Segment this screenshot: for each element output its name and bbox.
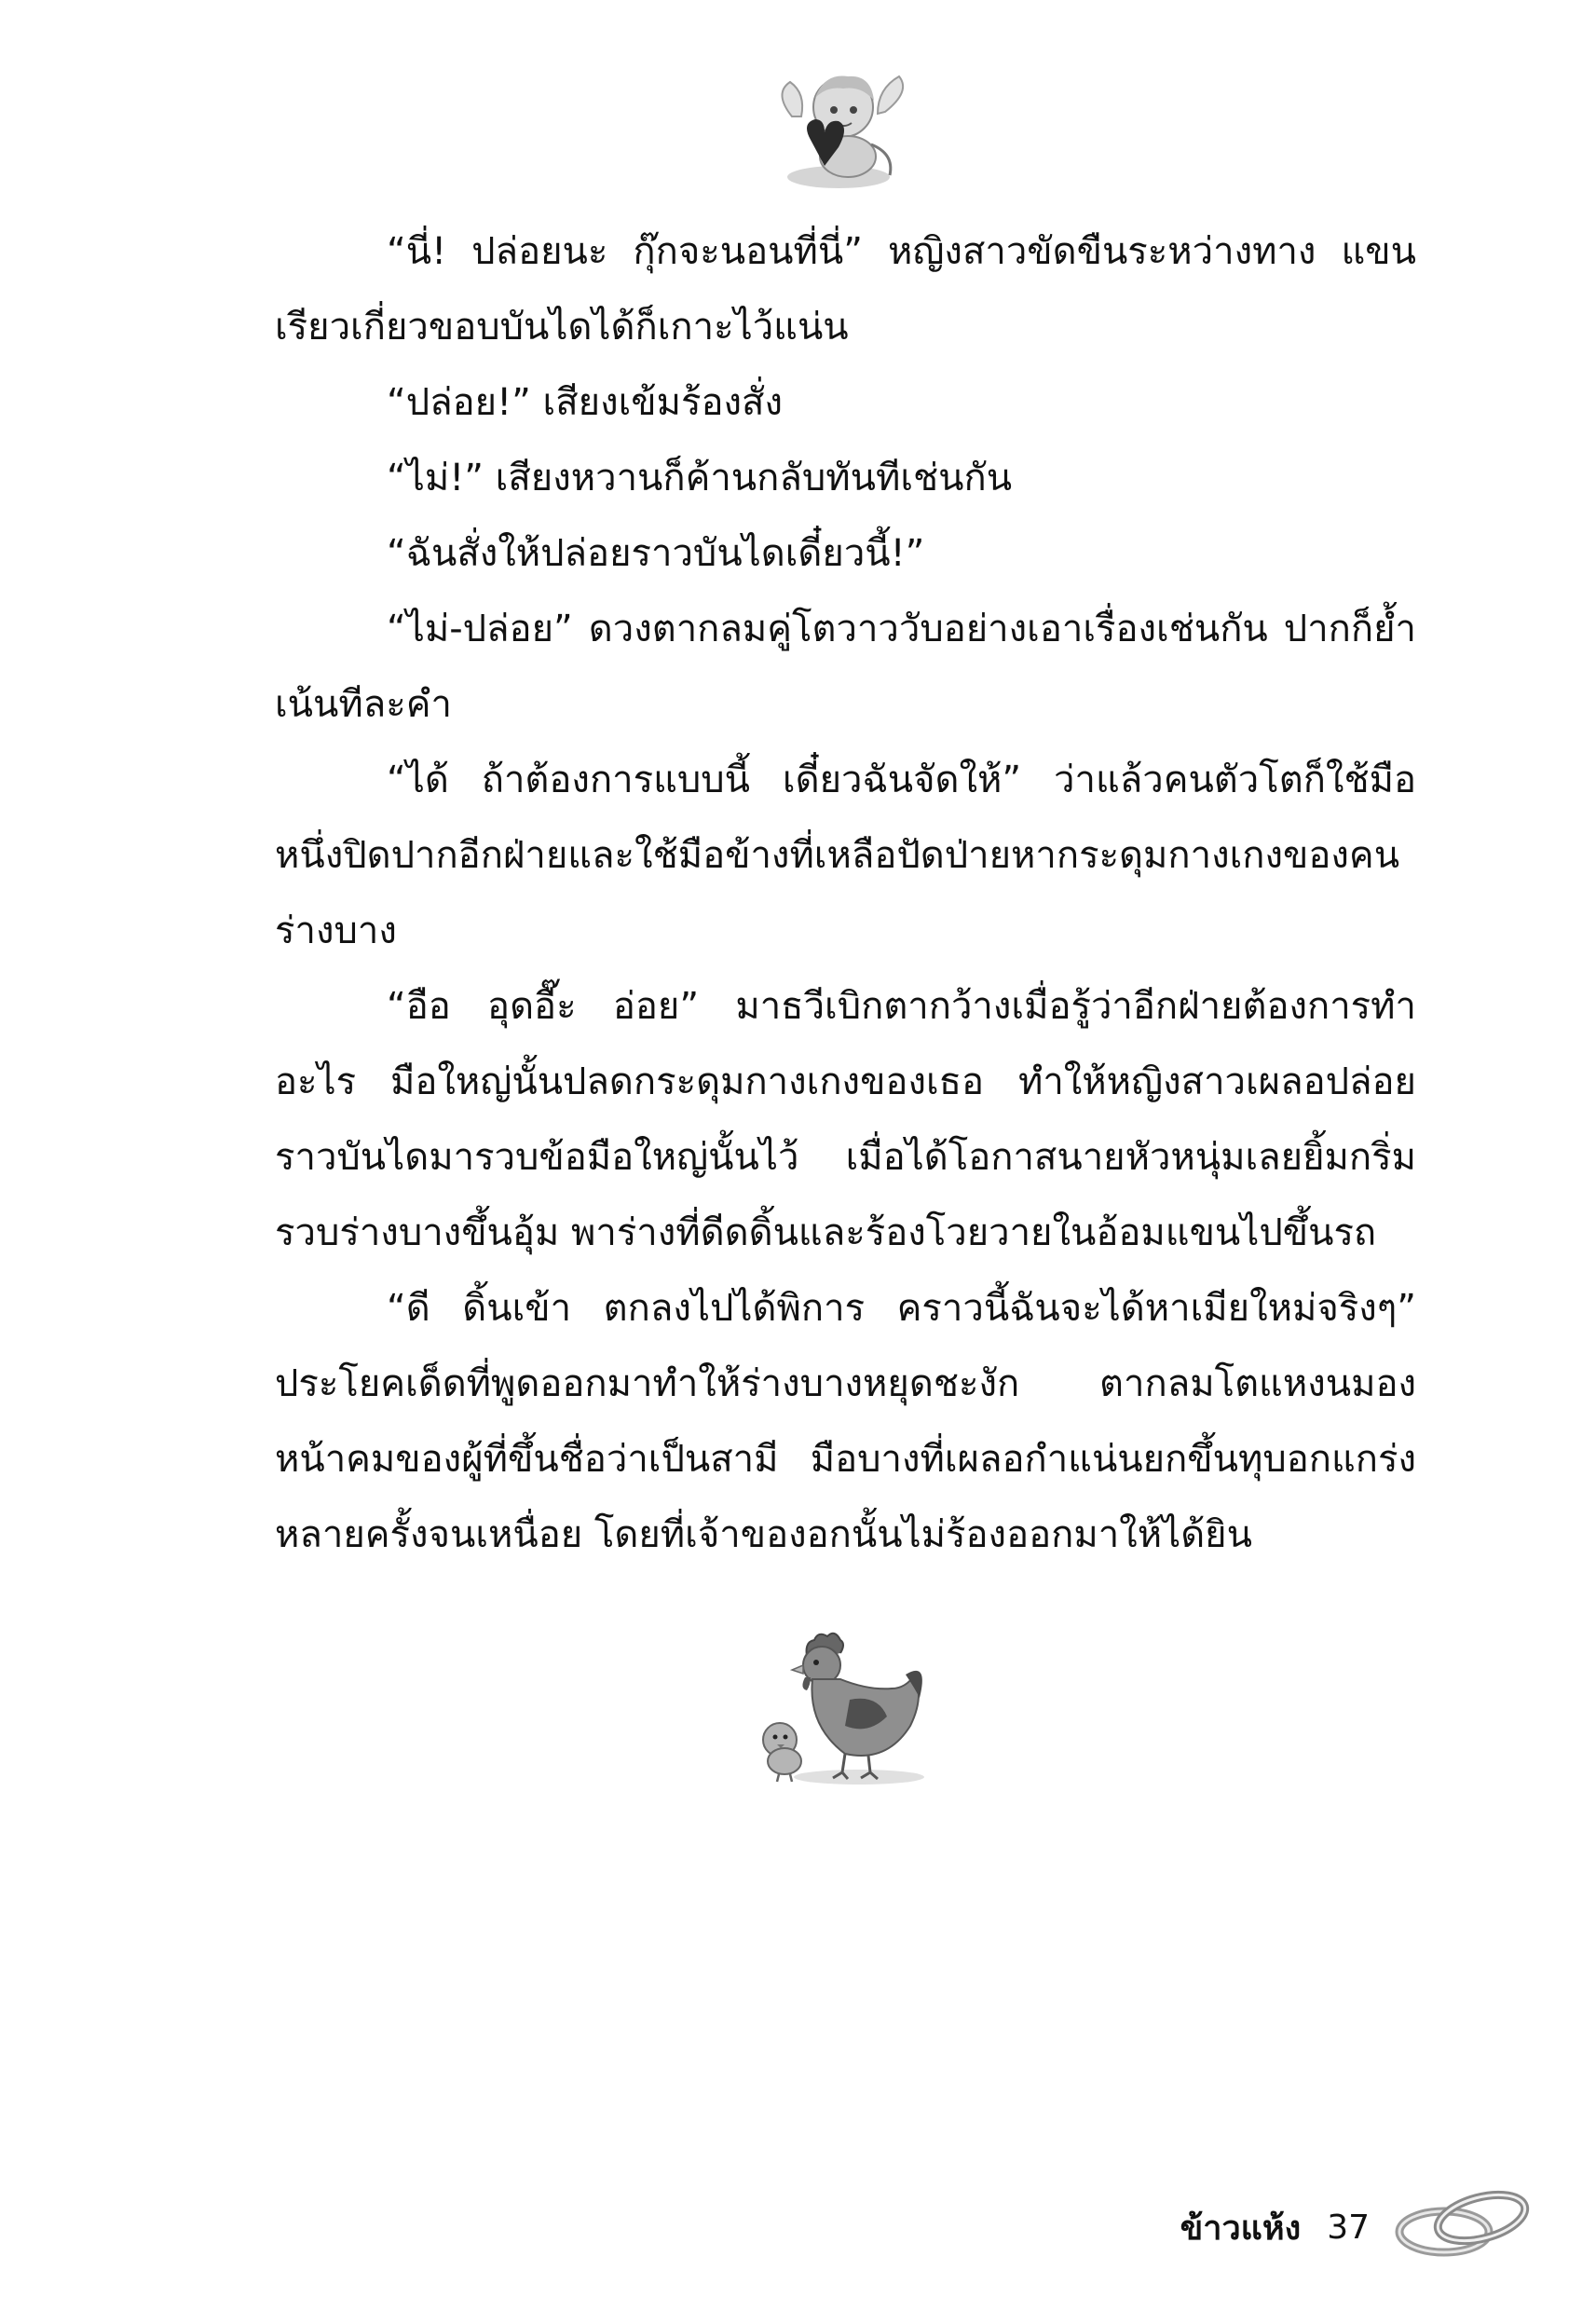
paragraph: “ฉันสั่งให้ปล่อยราวบันไดเดี๋ยวนี้!”	[387, 532, 925, 575]
wedding-rings-icon	[1388, 2181, 1537, 2264]
paragraph: “อือ อุดอื๊ะ อ่อย” มาธวีเบิกตากว้างเมื่อรู้ว่าอีกฝ่ายต้องการทำอะไร มือใหญ่นั้นปลดกระดุมกางเกงของเธอ ทำให้หญิงสาวเผลอปล่อยราวบันไดมารวบข้อมือใหญ่นั้นไว้ เมื่อได้โอกาสนายหัวหนุ่มเลยยิ้มกริ่มรวบร่างบางขึ้นอุ้ม พาร่างที่ดีดดิ้นและร้องโวยวายในอ้อมแขนไปขึ้นรถ	[275, 985, 1416, 1254]
paragraph: “นี่! ปล่อยนะ กุ๊กจะนอนที่นี่” หญิงสาวขัดขืนระหว่างทาง แขนเรียวเกี่ยวขอบบันไดได้ก็เกาะไว้แน่น	[275, 230, 1416, 349]
page-footer	[1109, 2199, 1370, 2255]
paragraph: “ได้ ถ้าต้องการแบบนี้ เดี๋ยวฉันจัดให้” ว่าแล้วคนตัวโตก็ใช้มือหนึ่งปิดปากอีกฝ่ายและใช้มือข้างที่เหลือปัดป่ายหากระดุมกางเกงของคนร่างบาง	[275, 759, 1416, 952]
hen-and-chick-icon	[757, 1623, 934, 1791]
chapter-text	[275, 214, 1416, 1573]
page-number: 37	[1327, 2208, 1370, 2247]
paragraph: “ดี ดิ้นเข้า ตกลงไปได้พิการ คราวนี้ฉันจะได้หาเมียใหม่จริงๆ” ประโยคเด็ดที่พูดออกมาทำให้ร่างบางหยุดชะงัก ตากลมโตแหงนมองหน้าคมของผู้ที่ขึ้นชื่อว่าเป็นสามี มือบางที่เผลอกำแน่นยกขึ้นทุบอกแกร่งหลายครั้งจนเหนื่อย โดยที่เจ้าของอกนั้นไม่ร้องออกมาให้ได้ยิน	[275, 1287, 1416, 1556]
paragraph: “ไม่-ปล่อย” ดวงตากลมคู่โตวาววับอย่างเอาเรื่องเช่นกัน ปากก็ย้ำเน้นทีละคำ	[275, 608, 1416, 726]
paragraph: “ปล่อย!” เสียงเข้มร้องสั่ง	[387, 381, 783, 424]
paragraph: “ไม่!” เสียงหวานก็ค้านกลับทันทีเช่นกัน	[387, 457, 1013, 499]
book-title: ข้าวแห้ง	[1180, 2208, 1302, 2248]
cupid-holding-heart-icon	[773, 65, 913, 196]
